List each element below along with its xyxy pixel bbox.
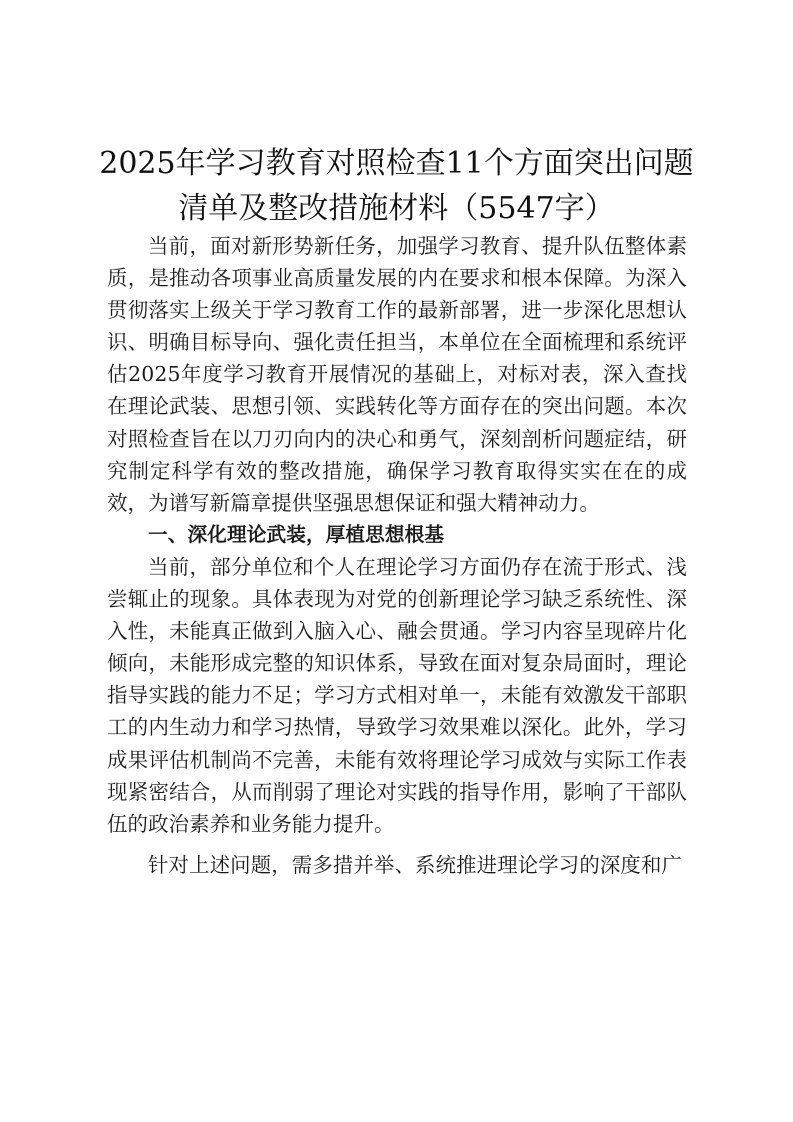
- paragraph-gap: [107, 840, 687, 849]
- section-1-paragraph-1: 当前，部分单位和个人在理论学习方面仍存在流于形式、浅尝辄止的现象。具体表现为对党的创新理论学习缺乏系统性、深入性，未能真正做到入脑入心、融会贯通。学习内容呈现碎片化倾向，未能形成完整的知识体系，导致在面对复杂局面时，理论指导实践的能力不足；学习方式相对单一，未能有效激发干部职工的内生动力和学习热情，导致学习效果难以深化。此外，学习成果评估机制尚不完善，未能有效将理论学习成效与实际工作表现紧密结合，从而削弱了理论对实践的指导作用，影响了干部队伍的政治素养和业务能力提升。: [107, 554, 687, 836]
- document-title-line-2: 清单及整改措施材料（5547字）: [178, 191, 615, 226]
- document-body: [107, 230, 687, 881]
- section-1-paragraph-2: 针对上述问题，需多措并举、系统推进理论学习的深度和广: [148, 852, 683, 877]
- section-heading-1: 一、深化理论武装，厚植思想根基: [148, 522, 445, 546]
- intro-paragraph: 当前，面对新形势新任务，加强学习教育、提升队伍整体素质，是推动各项事业高质量发展的内在要求和根本保障。为深入贯彻落实上级关于学习教育工作的最新部署，进一步深化思想认识、明确目标导向、强化责任担当，本单位在全面梳理和系统评估2025年度学习教育开展情况的基础上，对标对表，深入查找在理论武装、思想引领、实践转化等方面存在的突出问题。本次对照检查旨在以刀刃向内的决心和勇气，深刻剖析问题症结，研究制定科学有效的整改措施，确保学习教育取得实实在在的成效，为谱写新篇章提供坚强思想保证和强大精神动力。: [107, 234, 687, 515]
- document-title-line-1: 2025年学习教育对照检查11个方面突出问题: [99, 146, 694, 181]
